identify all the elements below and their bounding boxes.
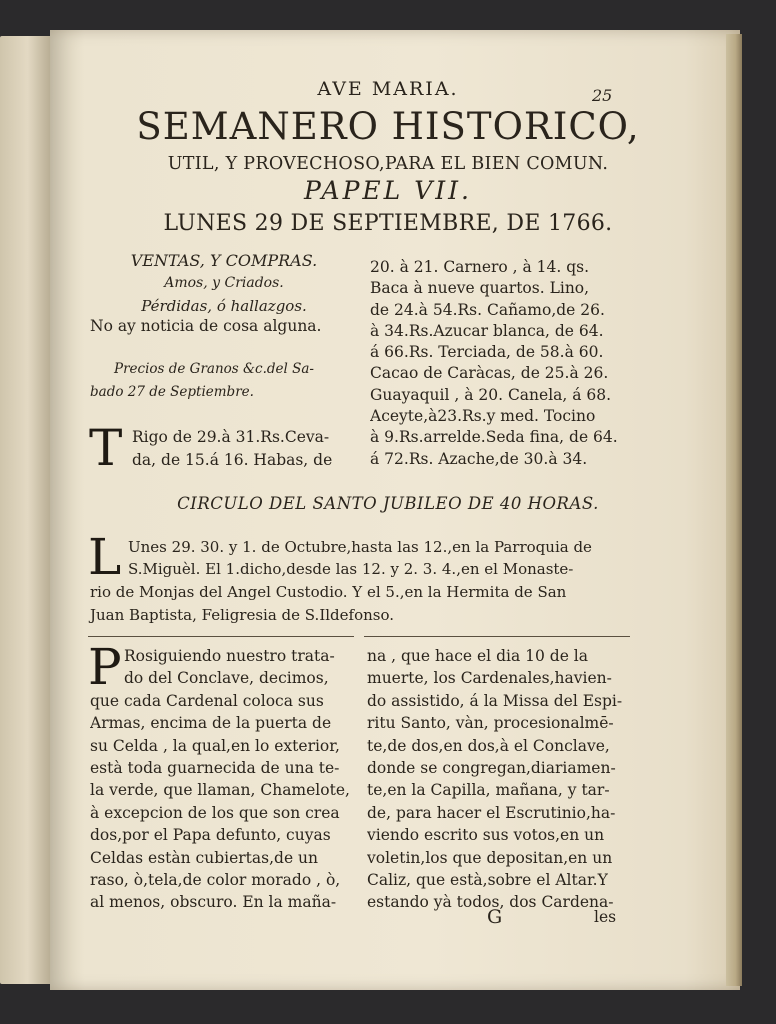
article-line: Celdas estàn cubiertas,de un [90, 848, 319, 867]
price-line: 20. à 21. Carnero , à 14. qs. [370, 258, 590, 276]
jubileo-line1: Unes 29. 30. y 1. de Octubre,hasta las 12.,en la Parroquia de [128, 538, 592, 556]
page-number: 25 [592, 86, 613, 105]
article-line: su Celda , la qual,en lo exterior, [90, 736, 340, 755]
price-line: á 66.Rs. Terciada, de 58.à 60. [370, 343, 604, 362]
article-line: te,de dos,en dos,à el Conclave, [367, 736, 610, 755]
article-line: que cada Cardenal coloca sus [90, 691, 324, 710]
article-line: al menos, obscuro. En la maña- [90, 893, 337, 912]
article-line: Armas, encima de la puerta de [90, 714, 332, 733]
article-line: Rosiguiendo nuestro trata- [124, 647, 335, 665]
precios-heading-line2: bado 27 de Septiembre. [90, 384, 254, 400]
article-right-column [367, 645, 633, 914]
article-line: donde se congregan,diariamen- [367, 758, 616, 777]
issue-date: LUNES 29 DE SEPTIEMBRE, DE 1766. [163, 211, 613, 236]
separator-left [88, 636, 354, 637]
article-line: do assistido, á la Missa del Espi- [367, 691, 623, 710]
price-line: à 34.Rs.Azucar blanca, de 64. [370, 321, 604, 340]
article-line: viendo escrito sus votos,en un [367, 826, 605, 845]
article-line: do del Conclave, decimos, [124, 669, 329, 688]
article-line: la verde, que llaman, Chamelote, [90, 781, 350, 800]
prices-column [370, 257, 638, 470]
ventas-notice: No ay noticia de cosa alguna. [90, 317, 322, 335]
newspaper-title: SEMANERO HISTORICO, [136, 105, 640, 148]
article-line: voletin,los que depositan,en un [367, 848, 613, 867]
article-line: na , que hace el dia 10 de la [367, 647, 588, 665]
price-line: à 9.Rs.arrelde.Seda fina, de 64. [370, 428, 618, 447]
ventas-heading: VENTAS, Y COMPRAS. [130, 251, 318, 270]
trigo-line1: Rigo de 29.à 31.Rs.Ceva- [132, 428, 330, 446]
jubileo-line2: S.Miguèl. El 1.dicho,desde las 12. y 2. 3. 4.,en el Monaste- [128, 560, 574, 578]
article-left-column [90, 645, 352, 914]
article-line: dos,por el Papa defunto, cuyas [90, 826, 331, 845]
price-line: Cacao de Caràcas, de 25.à 26. [370, 364, 609, 383]
perdidas-hallazgos: Pérdidas, ó hallazgos. [141, 297, 307, 315]
price-line: de 24.à 54.Rs. Cañamo,de 26. [370, 300, 605, 319]
dropcap-l: L [88, 528, 122, 586]
article-line: raso, ò,tela,de color morado , ò, [90, 870, 341, 889]
newspaper-subtitle: UTIL, Y PROVECHOSO,PARA EL BIEN COMUN. [167, 154, 609, 174]
precios-heading-line1: Precios de Granos &c.del Sa- [114, 361, 314, 377]
motto: AVE MARIA. [317, 78, 459, 100]
article-line: muerte, los Cardenales,havien- [367, 669, 612, 688]
article-line: està toda guarnecida de una te- [90, 758, 340, 777]
article-line: de, para hacer el Escrutinio,ha- [367, 803, 616, 822]
price-line: Aceyte,à23.Rs.y med. Tocino [370, 407, 596, 426]
jubileo-line3: rio de Monjas del Angel Custodio. Y el 5.,en la Hermita de San [90, 583, 567, 601]
price-line: Baca à nueve quartos. Lino, [370, 279, 590, 298]
jubileo-line4: Juan Baptista, Feligresia de S.Ildefonso. [90, 606, 394, 624]
dropcap-p: P [88, 638, 122, 696]
article-line: Caliz, que està,sobre el Altar.Y [367, 870, 608, 889]
amos-criados: Amos, y Criados. [164, 275, 284, 291]
jubileo-heading: CIRCULO DEL SANTO JUBILEO DE 40 HORAS. [177, 494, 599, 513]
trigo-line2: da, de 15.á 16. Habas, de [132, 451, 333, 469]
catchword: les [594, 908, 617, 926]
article-line: ritu Santo, vàn, procesionalmē- [367, 714, 614, 733]
separator-right [364, 636, 630, 637]
issue-number: PAPEL VII. [304, 176, 472, 205]
article-line: à excepcion de los que son crea [90, 803, 340, 822]
article-line: estando yà todos, dos Cardena- [367, 893, 614, 912]
price-line: Guayaquil , à 20. Canela, á 68. [370, 385, 612, 404]
price-line: á 72.Rs. Azache,de 30.à 34. [370, 449, 588, 468]
dropcap-t: T [89, 419, 123, 477]
signature-mark: G [487, 906, 503, 928]
article-line: te,en la Capilla, mañana, y tar- [367, 781, 610, 800]
